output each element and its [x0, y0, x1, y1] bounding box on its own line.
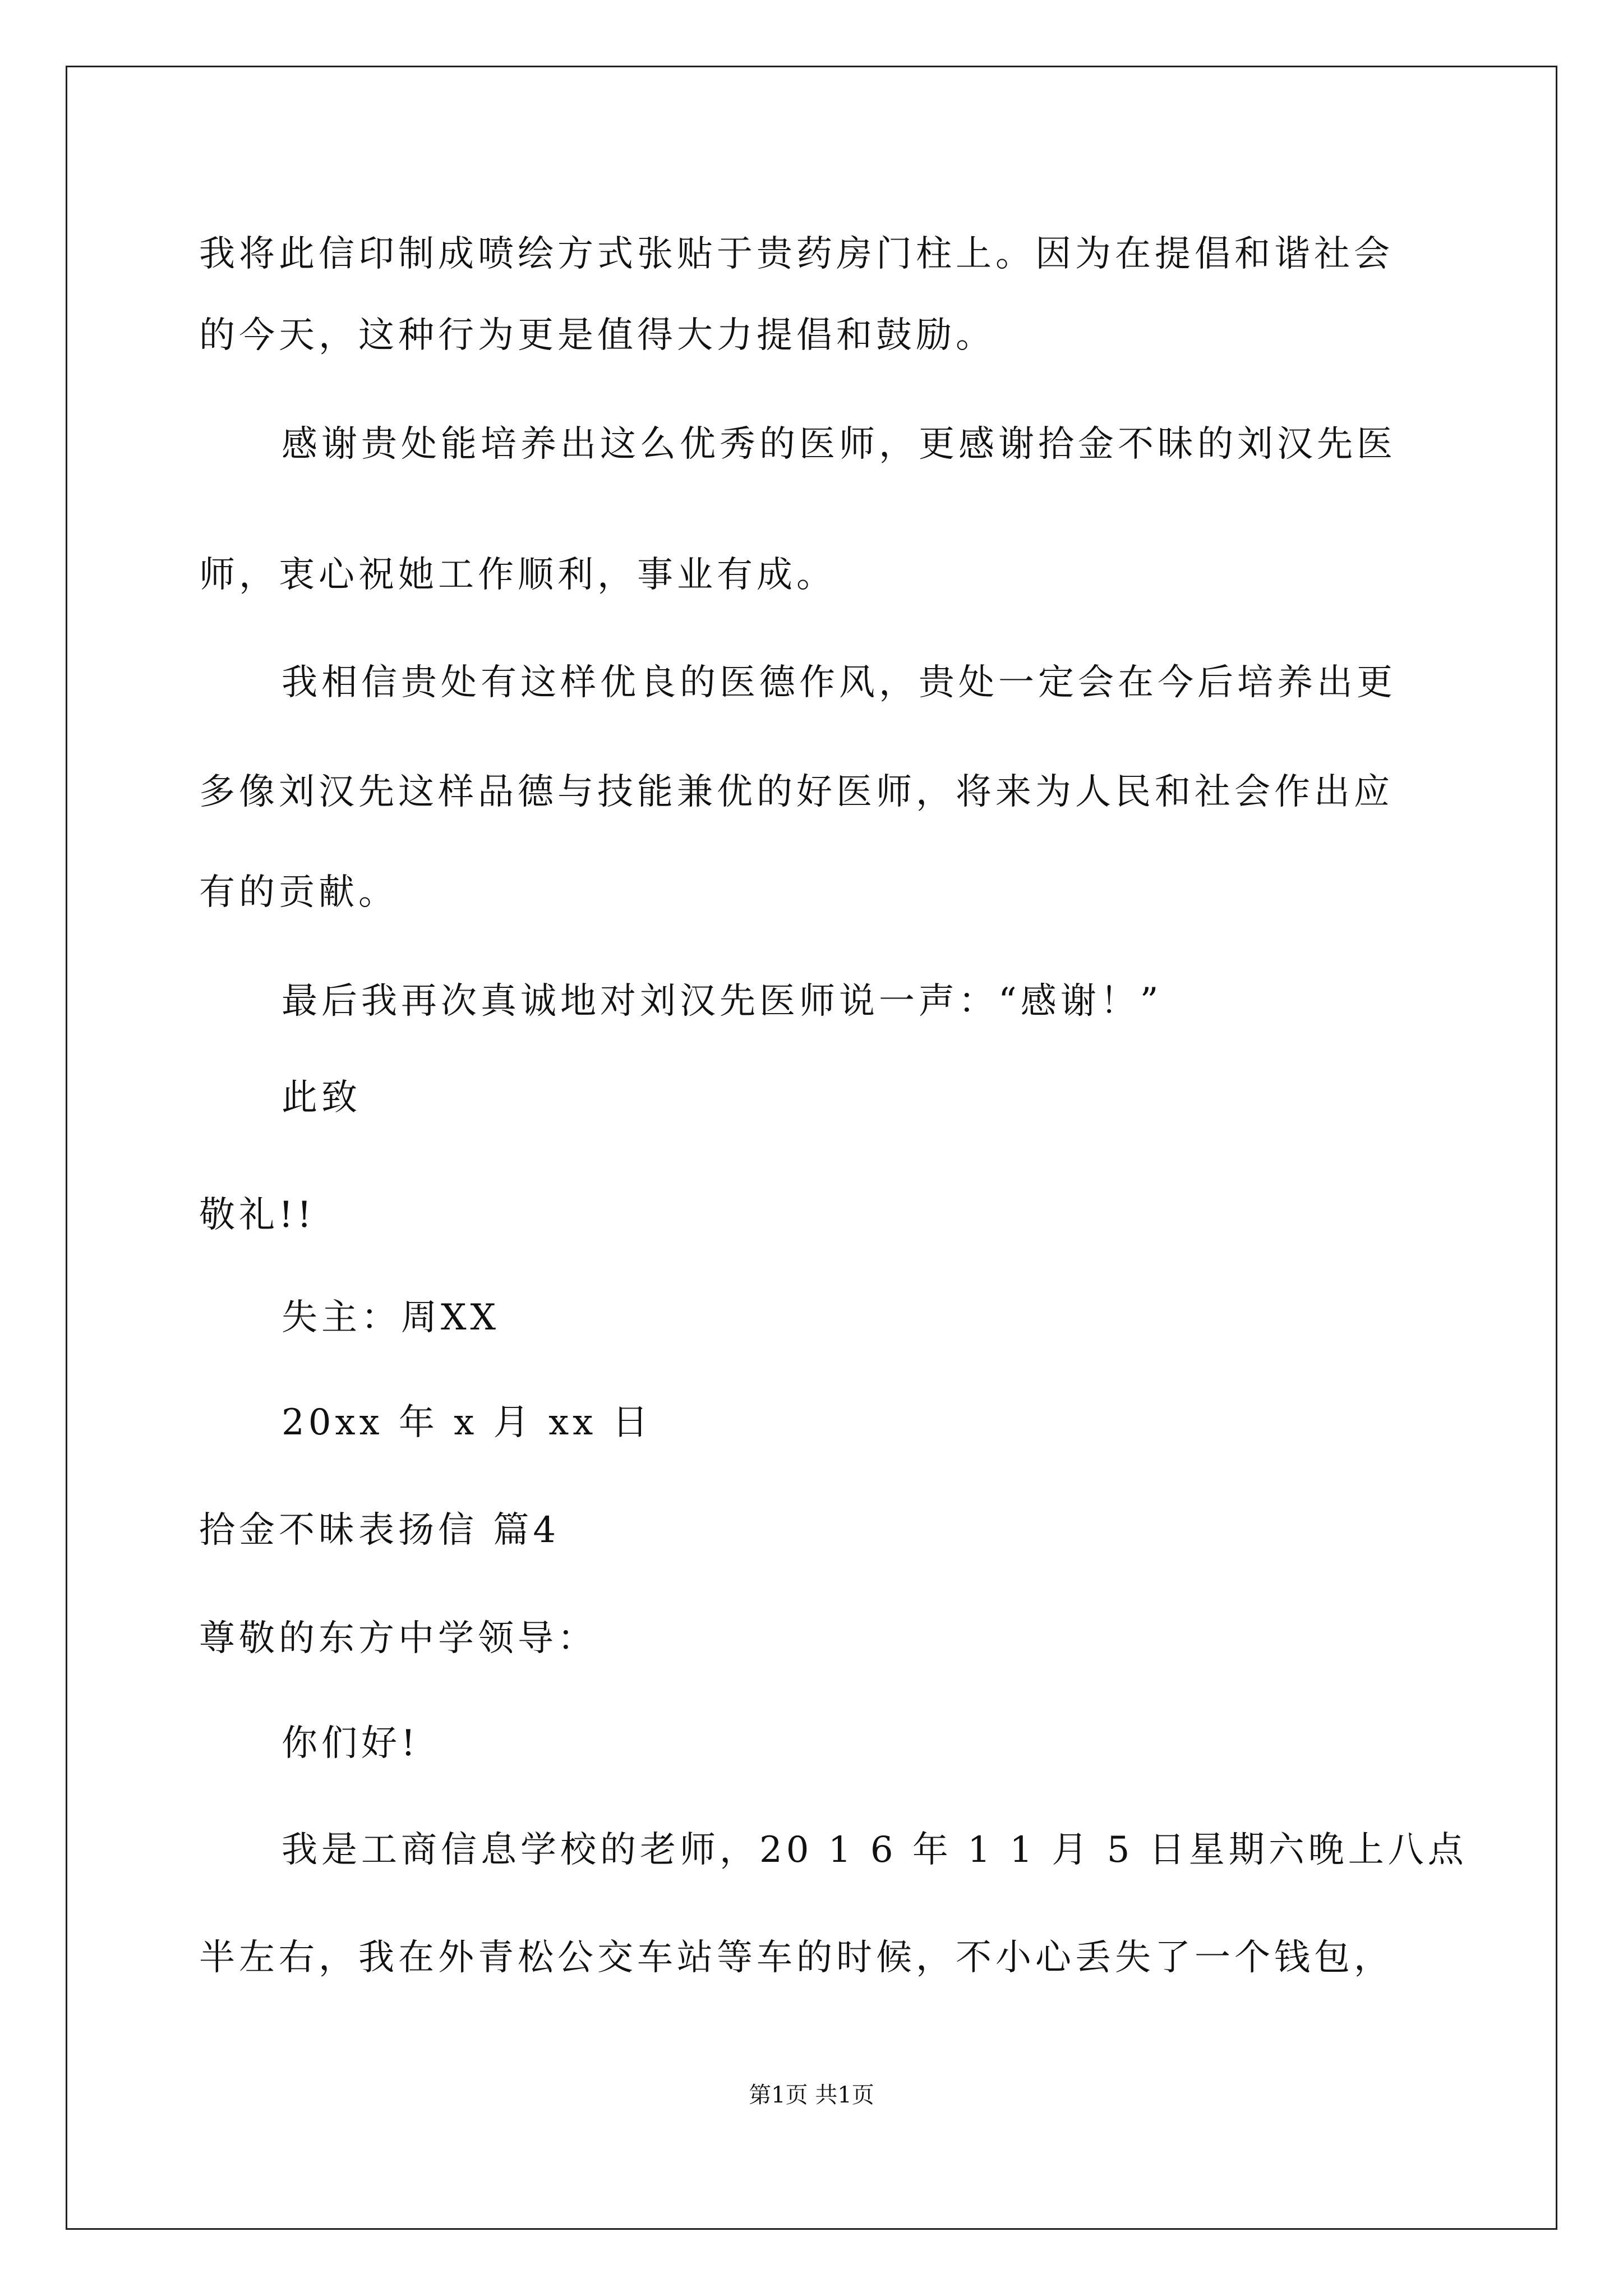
- signature-line: 失主：周XX: [282, 1297, 500, 1338]
- date-line: 20xx 年 x 月 xx 日: [282, 1402, 652, 1443]
- body-line-5: 我相信贵处有这样优良的医德作风，贵处一定会在今后培养出更: [282, 662, 1396, 703]
- body-line-16: 我是工商信息学校的老师，20 1 6 年 1 1 月 5 日星期六晚上八点: [282, 1829, 1468, 1871]
- body-line-1: 我将此信印制成喷绘方式张贴于贵药房门柱上。因为在提倡和谐社会: [199, 233, 1394, 275]
- greeting-line: 你们好!: [282, 1723, 419, 1764]
- body-line-6: 多像刘汉先这样品德与技能兼优的好医师，将来为人民和社会作出应: [199, 771, 1394, 813]
- body-line-8: 最后我再次真诚地对刘汉先医师说一声：“感谢！”: [282, 981, 1163, 1022]
- body-line-2: 的今天，这种行为更是值得大力提倡和鼓励。: [199, 315, 995, 356]
- salutation-line: 敬礼!!: [199, 1194, 316, 1236]
- body-line-4: 师，衷心祝她工作顺利，事业有成。: [199, 554, 836, 596]
- body-line-17: 半左右，我在外青松公交车站等车的时候，不小心丢失了一个钱包，: [199, 1937, 1394, 1978]
- section-heading: 拾金不昧表扬信 篇4: [199, 1510, 560, 1551]
- closing-line: 此致: [282, 1077, 361, 1119]
- body-line-3: 感谢贵处能培养出这么优秀的医师，更感谢拾金不昧的刘汉先医: [282, 424, 1396, 465]
- body-line-7: 有的贡献。: [199, 872, 398, 913]
- addressee-line: 尊敬的东方中学领导：: [199, 1618, 597, 1659]
- page-border: [66, 66, 1557, 2230]
- page-footer: 第1页 共1页: [749, 2082, 874, 2108]
